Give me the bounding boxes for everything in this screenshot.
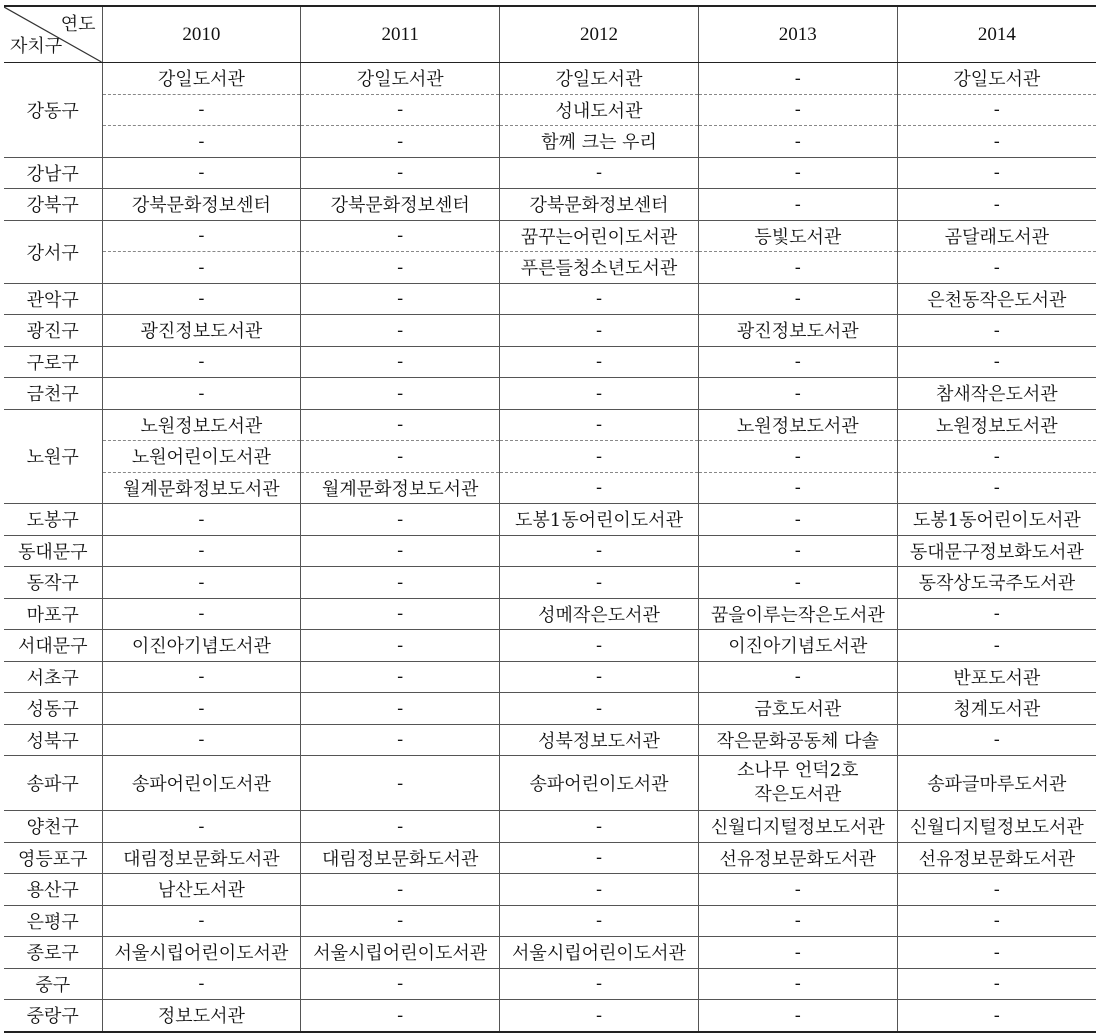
district-cell: 관악구 [4,283,102,315]
library-cell-2011: - [301,346,500,378]
library-cell-2013: - [698,535,897,567]
table-row [4,472,1096,504]
district-cell: 강북구 [4,189,102,221]
library-cell-2010: - [102,283,301,315]
library-cell-2012: - [500,378,699,410]
library-cell-2011: 강일도서관 [301,63,500,95]
library-cell-2014: 선유정보문화도서관 [897,842,1096,874]
table-row [4,693,1096,725]
library-cell-2014: - [897,874,1096,906]
library-cell-2014: 청계도서관 [897,693,1096,725]
table-row [4,811,1096,843]
table-row [4,378,1096,410]
library-cell-2012: - [500,346,699,378]
library-cell-2012: - [500,283,699,315]
district-cell: 양천구 [4,811,102,843]
library-cell-2012: 강일도서관 [500,63,699,95]
library-cell-2010: 강북문화정보센터 [102,189,301,221]
library-cell-2013: - [698,441,897,473]
library-cell-2013: - [698,126,897,158]
library-cell-2011: - [301,504,500,536]
library-cell-2013: - [698,472,897,504]
library-cell-2012: - [500,842,699,874]
district-cell: 중구 [4,968,102,1000]
library-cell-2011: - [301,756,500,811]
library-cell-2012: - [500,693,699,725]
library-cell-2010: - [102,535,301,567]
year-header-2012: 2012 [500,6,699,63]
library-cell-2011: - [301,567,500,599]
library-cell-2010: - [102,126,301,158]
library-cell-2014: 신월디지털정보도서관 [897,811,1096,843]
library-cell-2014: - [897,472,1096,504]
district-cell: 성북구 [4,724,102,756]
library-cell-2013: - [698,874,897,906]
library-cell-2014: 동작상도국주도서관 [897,567,1096,599]
library-cell-2010: 강일도서관 [102,63,301,95]
library-cell-2012: 꿈꾸는어린이도서관 [500,220,699,252]
district-cell: 광진구 [4,315,102,347]
library-cell-2010: - [102,94,301,126]
library-cell-2011: - [301,535,500,567]
library-cell-2014: - [897,441,1096,473]
table-row [4,874,1096,906]
library-cell-2012: - [500,1000,699,1032]
library-cell-2014: - [897,1000,1096,1032]
year-header-2011: 2011 [301,6,500,63]
library-cell-2013: 꿈을이루는작은도서관 [698,598,897,630]
library-cell-2014: 곰달래도서관 [897,220,1096,252]
library-cell-2014: - [897,315,1096,347]
library-cell-2014: - [897,905,1096,937]
library-cell-2011: - [301,441,500,473]
library-cell-2014: 노원정보도서관 [897,409,1096,441]
table-row [4,157,1096,189]
library-cell-2013: - [698,567,897,599]
library-cell-2013: - [698,63,897,95]
table-row [4,937,1096,969]
library-cell-2010: 노원어린이도서관 [102,441,301,473]
library-cell-2013: 소나무 언덕2호 작은도서관 [698,756,897,811]
library-cell-2010: - [102,724,301,756]
district-cell: 마포구 [4,598,102,630]
library-cell-2014: 송파글마루도서관 [897,756,1096,811]
table-row [4,567,1096,599]
library-cell-2014: 도봉1동어린이도서관 [897,504,1096,536]
table-row [4,630,1096,662]
library-cell-2014: 동대문구정보화도서관 [897,535,1096,567]
library-cell-2011: - [301,1000,500,1032]
table-row [4,189,1096,221]
library-cell-2011: - [301,968,500,1000]
library-cell-2011: - [301,409,500,441]
district-cell: 구로구 [4,346,102,378]
library-cell-2010: - [102,567,301,599]
library-cell-2013: 노원정보도서관 [698,409,897,441]
library-cell-2012: - [500,315,699,347]
header-row [4,6,1096,63]
table-row [4,724,1096,756]
table-row [4,220,1096,252]
library-cell-2012: 도봉1동어린이도서관 [500,504,699,536]
table-row [4,504,1096,536]
library-cell-2011: - [301,94,500,126]
table-row [4,842,1096,874]
corner-year-label: 연도 [60,14,96,35]
library-cell-2011: - [301,724,500,756]
library-cell-2011: - [301,598,500,630]
year-header-2013: 2013 [698,6,897,63]
library-cell-2012: - [500,874,699,906]
library-cell-2010: - [102,346,301,378]
corner-header-cell [4,6,102,63]
library-cell-2013: - [698,661,897,693]
library-cell-2013: 이진아기념도서관 [698,630,897,662]
library-cell-2011: - [301,874,500,906]
district-cell: 성동구 [4,693,102,725]
library-cell-2011: - [301,661,500,693]
library-cell-2012: 성메작은도서관 [500,598,699,630]
library-cell-2014: - [897,189,1096,221]
library-cell-2010: - [102,811,301,843]
library-cell-2013: - [698,968,897,1000]
library-cell-2013: - [698,346,897,378]
library-cell-2010: 이진아기념도서관 [102,630,301,662]
table-row [4,252,1096,284]
library-cell-2010: - [102,968,301,1000]
library-cell-2013: - [698,504,897,536]
library-cell-2014: - [897,598,1096,630]
library-cell-2014: - [897,968,1096,1000]
library-cell-2013: - [698,94,897,126]
library-cell-2011: - [301,905,500,937]
library-cell-2013: 등빛도서관 [698,220,897,252]
district-cell: 동작구 [4,567,102,599]
library-cell-2012: - [500,968,699,1000]
library-cell-2012: - [500,441,699,473]
year-header-2014: 2014 [897,6,1096,63]
library-cell-2013: - [698,189,897,221]
library-cell-2011: - [301,220,500,252]
library-cell-2013: 신월디지털정보도서관 [698,811,897,843]
library-cell-2011: 서울시립어린이도서관 [301,937,500,969]
table-row [4,409,1096,441]
library-cell-2010: 남산도서관 [102,874,301,906]
district-cell: 동대문구 [4,535,102,567]
district-cell: 강남구 [4,157,102,189]
table-header [4,6,1096,63]
table-row [4,63,1096,95]
library-cell-2012: - [500,567,699,599]
district-cell: 강서구 [4,220,102,283]
table-row [4,661,1096,693]
table-row [4,315,1096,347]
library-cell-2010: 노원정보도서관 [102,409,301,441]
corner-district-label: 자치구 [10,36,63,57]
library-cell-2011: - [301,283,500,315]
district-cell: 영등포구 [4,842,102,874]
library-cell-2010: 서울시립어린이도서관 [102,937,301,969]
library-cell-2011: - [301,315,500,347]
library-cell-2013: 작은문화공동체 다솔 [698,724,897,756]
library-cell-2012: 서울시립어린이도서관 [500,937,699,969]
library-cell-2011: - [301,630,500,662]
library-cell-2014: - [897,724,1096,756]
district-cell: 종로구 [4,937,102,969]
district-cell: 강동구 [4,63,102,158]
table-row [4,535,1096,567]
library-cell-2014: 참새작은도서관 [897,378,1096,410]
library-cell-2013: 광진정보도서관 [698,315,897,347]
district-cell: 도봉구 [4,504,102,536]
library-cell-2010: - [102,504,301,536]
library-cell-2013: 선유정보문화도서관 [698,842,897,874]
table-row [4,283,1096,315]
table-row [4,94,1096,126]
district-cell: 은평구 [4,905,102,937]
district-cell: 노원구 [4,409,102,504]
library-cell-2012: 강북문화정보센터 [500,189,699,221]
library-cell-2012: - [500,409,699,441]
library-cell-2013: - [698,937,897,969]
library-cell-2011: 강북문화정보센터 [301,189,500,221]
library-cell-2010: - [102,693,301,725]
library-cell-2012: 푸른들청소년도서관 [500,252,699,284]
library-cell-2013: - [698,283,897,315]
library-cell-2014: 반포도서관 [897,661,1096,693]
library-cell-2014: - [897,937,1096,969]
table-body [4,63,1096,1032]
table-row [4,905,1096,937]
district-cell: 중랑구 [4,1000,102,1032]
library-cell-2011: - [301,157,500,189]
library-cell-2014: - [897,157,1096,189]
library-cell-2013: - [698,905,897,937]
library-cell-2010: - [102,252,301,284]
library-cell-2012: - [500,661,699,693]
table-row [4,346,1096,378]
library-cell-2014: - [897,252,1096,284]
library-cell-2014: 은천동작은도서관 [897,283,1096,315]
table-row [4,441,1096,473]
library-cell-2014: - [897,94,1096,126]
library-cell-2011: 월계문화정보도서관 [301,472,500,504]
library-cell-2011: - [301,693,500,725]
library-cell-2010: - [102,157,301,189]
library-cell-2012: - [500,157,699,189]
library-cell-2011: - [301,126,500,158]
library-cell-2014: 강일도서관 [897,63,1096,95]
library-cell-2010: 광진정보도서관 [102,315,301,347]
library-cell-2010: - [102,661,301,693]
library-cell-2010: 정보도서관 [102,1000,301,1032]
district-cell: 금천구 [4,378,102,410]
table-row [4,968,1096,1000]
library-cell-2012: - [500,535,699,567]
library-cell-2011: - [301,252,500,284]
table-row [4,598,1096,630]
library-cell-2011: - [301,811,500,843]
library-cell-2013: - [698,378,897,410]
library-cell-2011: - [301,378,500,410]
library-cell-2013: - [698,157,897,189]
library-cell-2012: - [500,472,699,504]
district-cell: 서초구 [4,661,102,693]
library-cell-2013: - [698,1000,897,1032]
district-cell: 서대문구 [4,630,102,662]
library-cell-2011: 대림정보문화도서관 [301,842,500,874]
library-cell-2012: - [500,905,699,937]
library-cell-2012: 함께 크는 우리 [500,126,699,158]
library-cell-2013: 금호도서관 [698,693,897,725]
table-row [4,126,1096,158]
library-cell-2010: 월계문화정보도서관 [102,472,301,504]
district-cell: 용산구 [4,874,102,906]
library-cell-2014: - [897,630,1096,662]
library-cell-2010: 송파어린이도서관 [102,756,301,811]
library-cell-2012: 성북정보도서관 [500,724,699,756]
library-cell-2010: - [102,905,301,937]
table-row [4,756,1096,811]
library-cell-2010: - [102,220,301,252]
library-cell-2012: 송파어린이도서관 [500,756,699,811]
library-cell-2012: 성내도서관 [500,94,699,126]
library-cell-2014: - [897,346,1096,378]
library-cell-2010: 대림정보문화도서관 [102,842,301,874]
table-row [4,1000,1096,1032]
library-cell-2012: - [500,811,699,843]
district-cell: 송파구 [4,756,102,811]
year-header-2010: 2010 [102,6,301,63]
library-cell-2010: - [102,378,301,410]
library-cell-2010: - [102,598,301,630]
library-cell-2013: - [698,252,897,284]
library-cell-2014: - [897,126,1096,158]
library-by-district-table [4,5,1096,1033]
library-cell-2012: - [500,630,699,662]
